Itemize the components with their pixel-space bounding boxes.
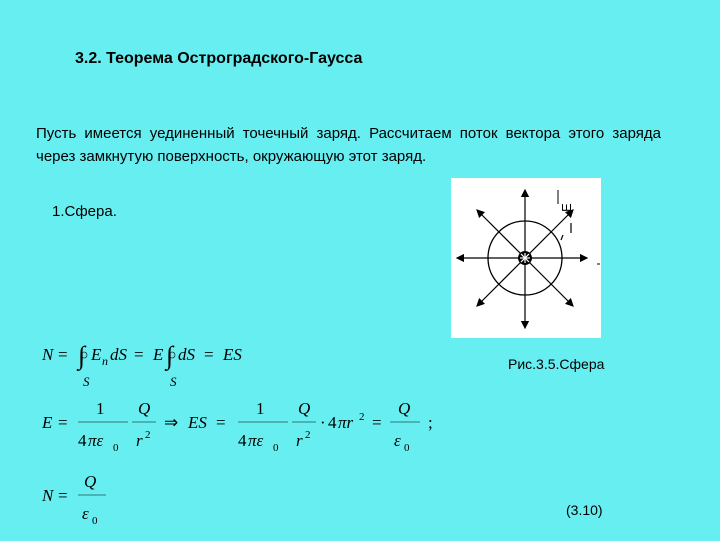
svg-text:⇒: ⇒ bbox=[164, 413, 179, 432]
svg-text:=: = bbox=[58, 486, 68, 505]
figure-caption: Рис.3.5.Сфера bbox=[508, 356, 605, 372]
formula-result bbox=[41, 472, 106, 527]
svg-text:0: 0 bbox=[273, 442, 279, 454]
svg-text:0: 0 bbox=[113, 442, 119, 454]
svg-text:1: 1 bbox=[256, 399, 265, 418]
section-title: 3.2. Теорема Остроградского-Гаусса bbox=[75, 50, 363, 67]
svg-text:πε: πε bbox=[248, 431, 264, 450]
svg-text:=: = bbox=[58, 413, 68, 432]
svg-text:0: 0 bbox=[404, 442, 410, 454]
case-label: 1.Сфера. bbox=[52, 203, 117, 220]
svg-text:ε: ε bbox=[82, 504, 89, 523]
svg-text:0: 0 bbox=[92, 515, 98, 527]
svg-text:Q: Q bbox=[398, 399, 411, 418]
vector-label: E bbox=[559, 203, 574, 212]
svg-text:N: N bbox=[42, 345, 54, 364]
svg-text:πr: πr bbox=[338, 413, 354, 432]
svg-text:S: S bbox=[170, 374, 177, 389]
formula-flux bbox=[41, 341, 242, 389]
equation-number: (3.10) bbox=[566, 502, 603, 518]
svg-text:∫: ∫ bbox=[166, 341, 174, 370]
svg-text:1: 1 bbox=[96, 399, 105, 418]
svg-text:πε: πε bbox=[88, 431, 104, 450]
svg-text:r: r bbox=[296, 431, 303, 450]
svg-text:r: r bbox=[136, 431, 143, 450]
svg-text:2: 2 bbox=[145, 429, 151, 441]
formula-field bbox=[41, 399, 433, 454]
svg-text:n: n bbox=[102, 354, 108, 368]
svg-text:dS: dS bbox=[110, 345, 127, 364]
svg-text:2: 2 bbox=[305, 429, 311, 441]
formula-block bbox=[28, 336, 488, 536]
svg-text:Q: Q bbox=[298, 399, 311, 418]
svg-text:=: = bbox=[134, 345, 144, 364]
svg-text:4: 4 bbox=[238, 431, 247, 450]
svg-text:N: N bbox=[42, 486, 54, 505]
svg-text:2: 2 bbox=[359, 411, 365, 423]
svg-text:=: = bbox=[216, 413, 226, 432]
sphere-diagram bbox=[451, 178, 601, 338]
svg-text:=: = bbox=[58, 345, 68, 364]
intro-paragraph: Пусть имеется уединенный точечный заряд. Рассчитаем поток вектора этого заряда через замкнутую поверхность, окружающую этот заряд. bbox=[36, 125, 661, 165]
svg-text:dS: dS bbox=[178, 345, 195, 364]
sphere-figure bbox=[451, 178, 601, 338]
svg-text:=: = bbox=[204, 345, 214, 364]
svg-text:=: = bbox=[372, 413, 382, 432]
svg-text:Q: Q bbox=[138, 399, 151, 418]
svg-text:ES: ES bbox=[188, 413, 207, 432]
svg-text:·: · bbox=[320, 413, 326, 432]
svg-text:Q: Q bbox=[84, 472, 97, 491]
svg-text:E: E bbox=[42, 413, 53, 432]
svg-text:ES: ES bbox=[223, 345, 242, 364]
svg-text:S: S bbox=[83, 374, 90, 389]
svg-text:;: ; bbox=[428, 413, 433, 432]
svg-text:4: 4 bbox=[78, 431, 87, 450]
formula-svg bbox=[28, 336, 488, 536]
svg-text:4: 4 bbox=[328, 413, 337, 432]
svg-text:ε: ε bbox=[394, 431, 401, 450]
svg-text:E: E bbox=[153, 345, 164, 364]
svg-text:∫: ∫ bbox=[78, 341, 86, 370]
svg-text:E: E bbox=[91, 345, 102, 364]
